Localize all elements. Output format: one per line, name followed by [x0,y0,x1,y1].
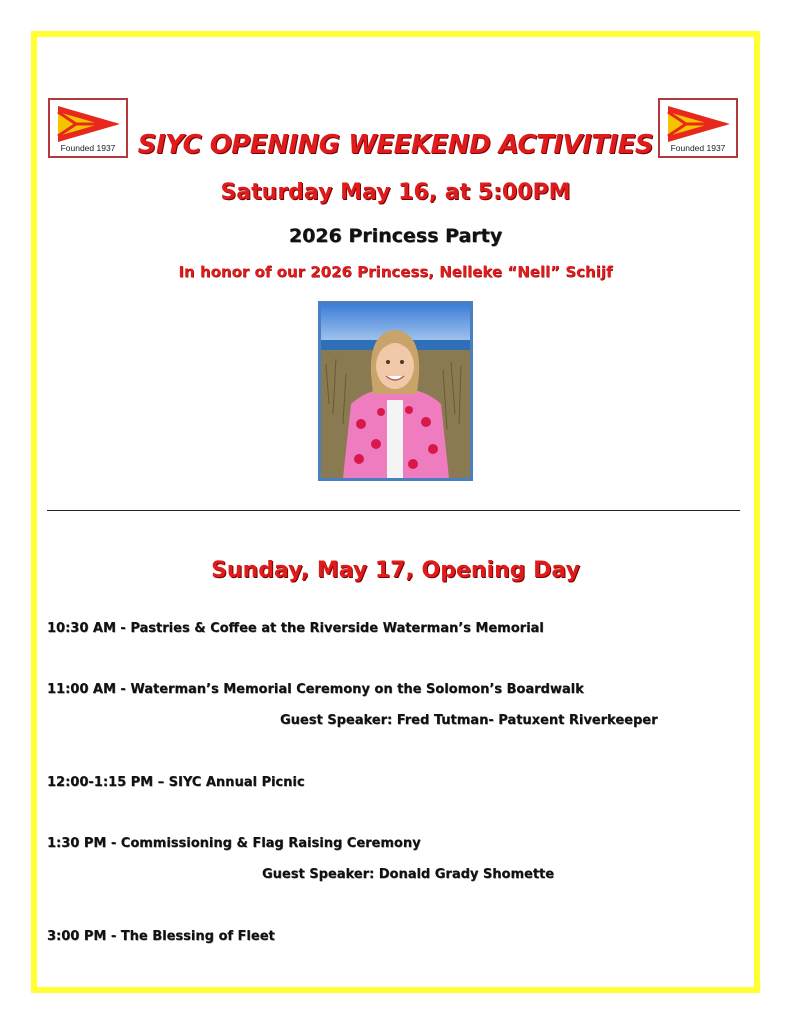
event-commissioning: 1:30 PM - Commissioning & Flag Raising Ceremony [47,836,421,851]
saturday-date: Saturday May 16, at 5:00PM [220,180,571,205]
party-name: 2026 Princess Party [288,225,503,247]
founded-label: Founded 1937 [670,143,726,153]
event-picnic: 12:00-1:15 PM – SIYC Annual Picnic [47,775,305,790]
section-divider [47,510,740,511]
speaker-tutman: Guest Speaker: Fred Tutman- Patuxent Riverkeeper [280,713,658,728]
event-pastries: 10:30 AM - Pastries & Coffee at the Riverside Waterman’s Memorial [47,621,544,636]
princess-photo [318,301,473,481]
speaker-shomette: Guest Speaker: Donald Grady Shomette [262,867,555,882]
event-memorial-ceremony: 11:00 AM - Waterman’s Memorial Ceremony on the Solomon’s Boardwalk [47,682,584,697]
page-title: SIYC OPENING WEEKEND ACTIVITIES [137,130,654,160]
founded-label: Founded 1937 [60,143,116,153]
event-blessing-of-fleet: 3:00 PM - The Blessing of Fleet [47,929,275,944]
sunday-heading: Sunday, May 17, Opening Day [211,558,580,583]
honor-line: In honor of our 2026 Princess, Nelleke “Nell” Schijf [178,263,613,281]
